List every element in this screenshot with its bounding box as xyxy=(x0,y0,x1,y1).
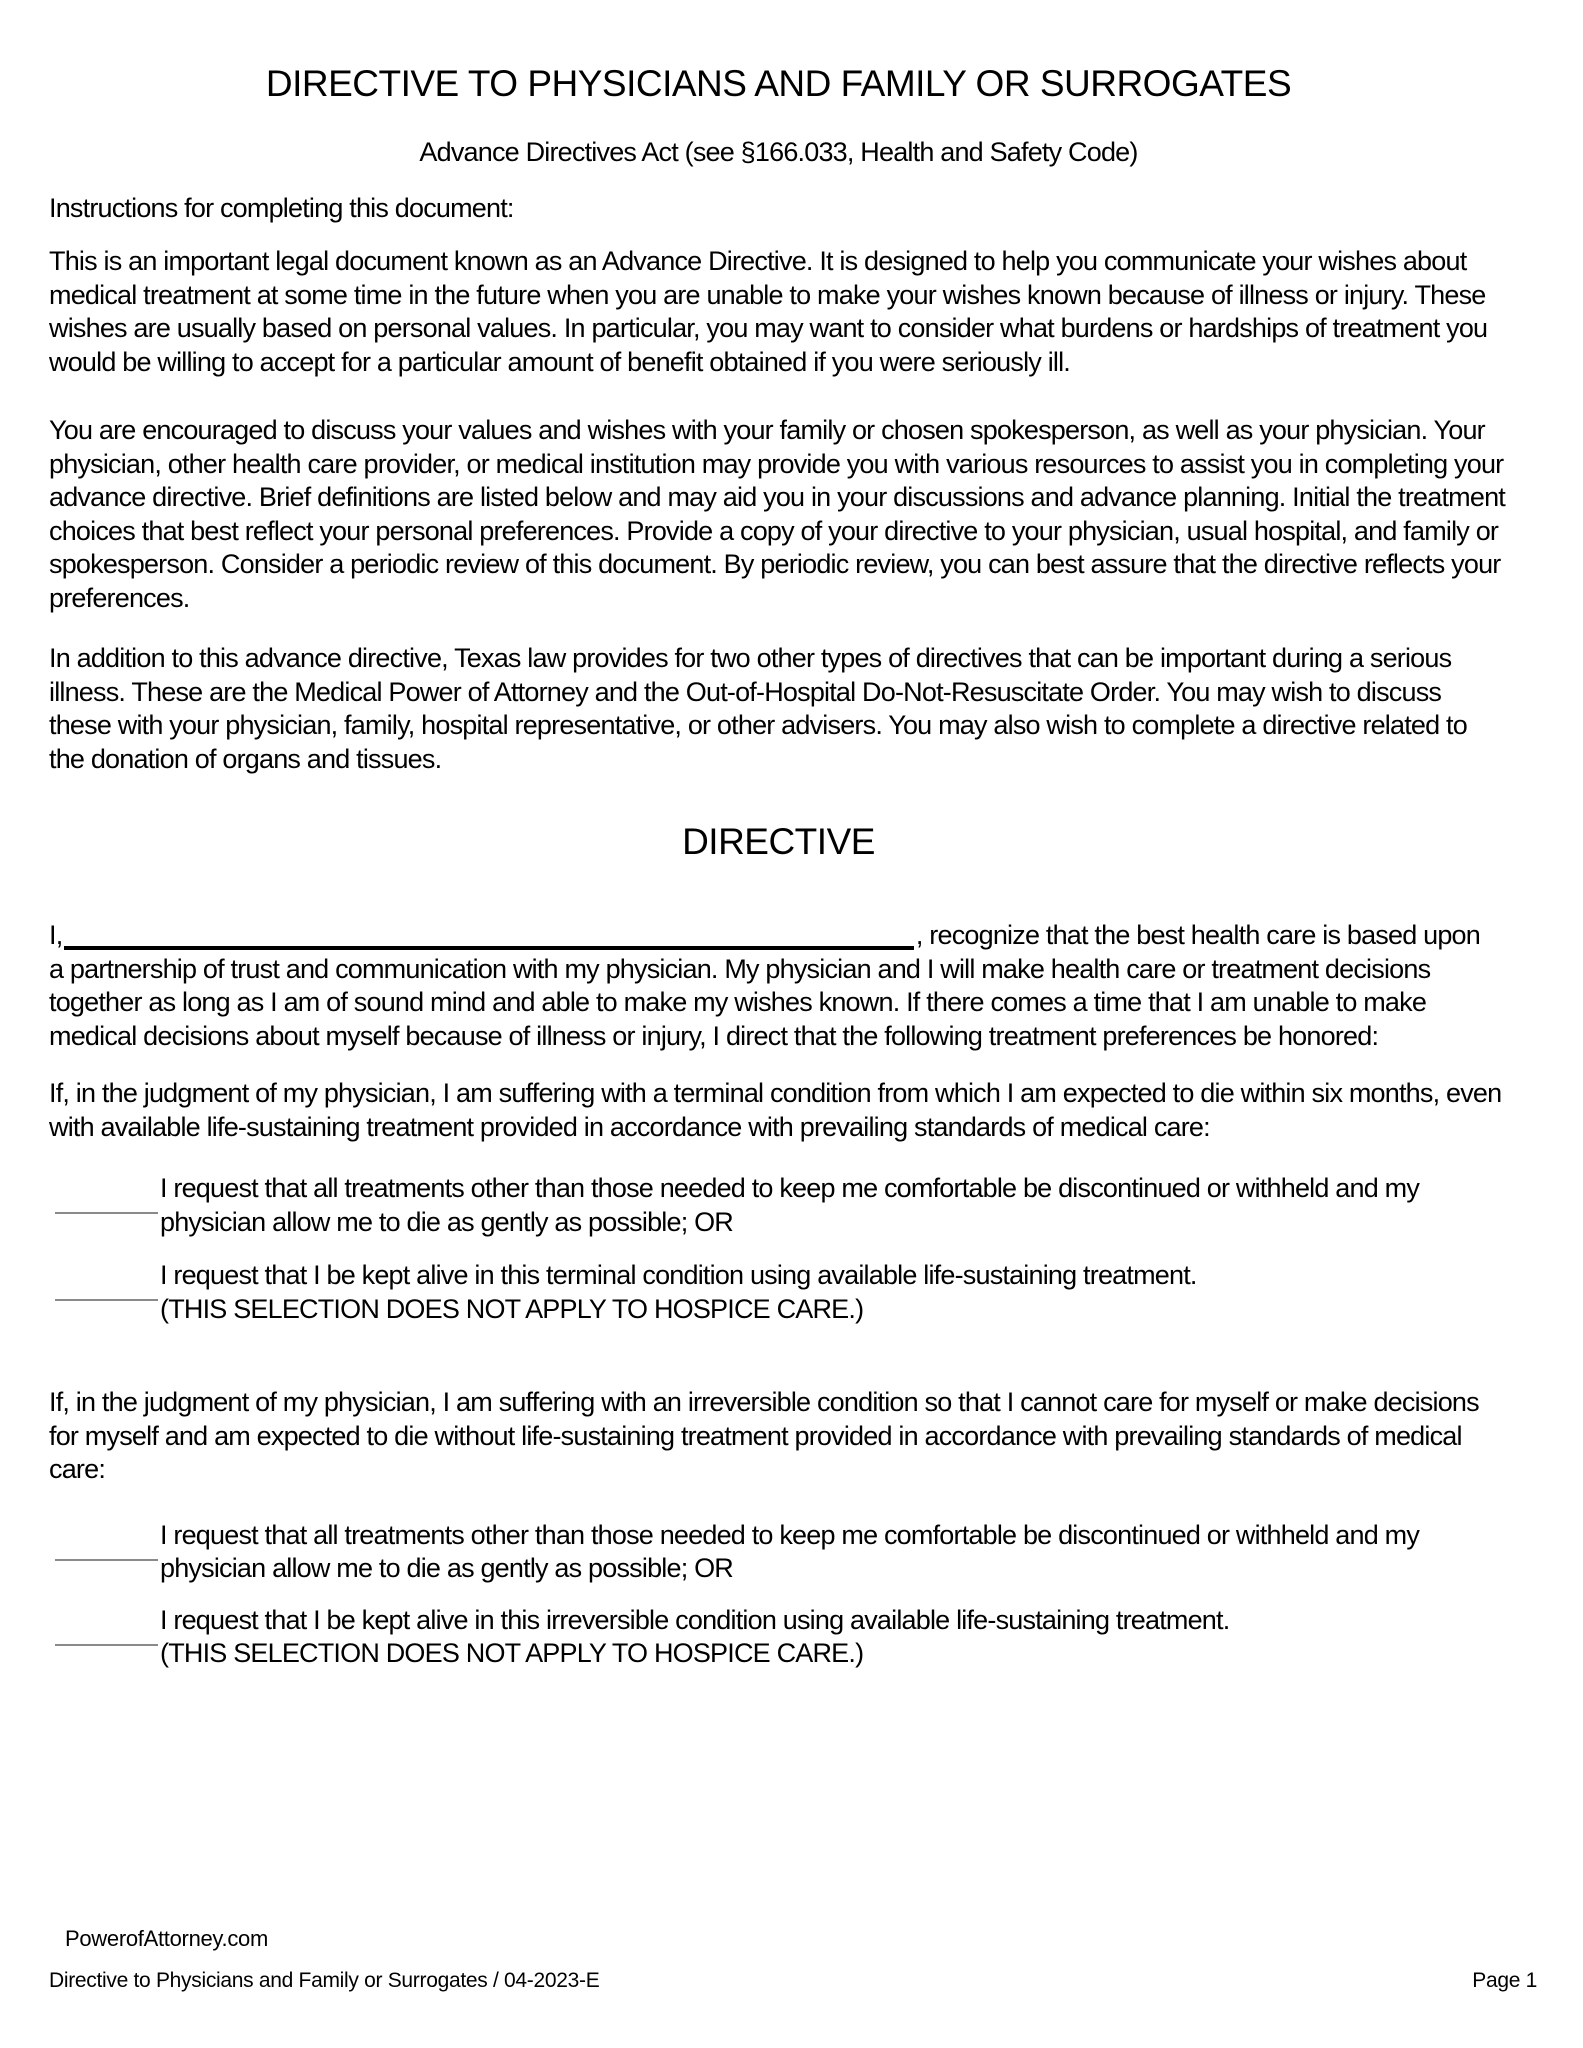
intro-paragraph-3: In addition to this advance directive, Texas law provides for two other types of directives that can be important during a serious illness. These are the Medical Power of Attorney and the Out-of-Hospital Do-Not-Resuscitate Order. You may wish to discuss these with your physician, family, hospital representative, or other advisers. You may also wish to complete a directive related to the donation of organs and tissues. xyxy=(49,643,1467,774)
declaration-paragraph xyxy=(49,919,1508,1053)
option-text: I request that I be kept alive in this irreversible condition using available life-sustaining treatment. xyxy=(160,1604,1230,1635)
option-row xyxy=(49,1604,1508,1671)
initials-field[interactable] xyxy=(55,1299,158,1301)
terminal-condition-intro: If, in the judgment of my physician, I am suffering with a terminal condition from which I am expected to die within six months, even with available life-sustaining treatment provided in accordance with prevailing standards of medical care: xyxy=(49,1078,1502,1142)
intro-paragraph-2: You are encouraged to discuss your values and wishes with your family or chosen spokesperson, as well as your physician. Your physician, other health care provider, or medical institution may provide you with various resources to assist you in completing your advance directive. Brief definitions are listed below and may aid you in your discussions and advance planning. Initial the treatment choices that best reflect your personal preferences. Provide a copy of your directive to your physician, usual hospital, and family or spokesperson. Consider a periodic review of this document. By periodic review, you can best assure that the directive reflects your preferences. xyxy=(49,415,1506,613)
footer-site-name: PowerofAttorney.com xyxy=(65,1926,268,1951)
option-text: I request that all treatments other than those needed to keep me comfortable be discontinued or withheld and my physician allow me to die as gently as possible; OR xyxy=(160,1173,1420,1237)
declaration-continuation: a partnership of trust and communication with my physician. My physician and I will make health care or treatment decisions together as long as I am of sound mind and able to make my wishes known. If there comes a time that I am unable to make medical decisions about myself because of illness or injury, I direct that the following treatment preferences be honored: xyxy=(49,953,1431,1051)
intro-paragraph-1: This is an important legal document known as an Advance Directive. It is designed to help you communicate your wishes about medical treatment at some time in the future when you are unable to make your wishes known because of illness or injury. These wishes are usually based on personal values. In particular, you may want to consider what burdens or hardships of treatment you would be willing to accept for a particular amount of benefit obtained if you were seriously ill. xyxy=(49,246,1488,377)
document-subtitle: Advance Directives Act (see §166.033, Health and Safety Code) xyxy=(419,137,1138,167)
directive-heading: DIRECTIVE xyxy=(682,821,875,862)
option-note: (THIS SELECTION DOES NOT APPLY TO HOSPICE CARE.) xyxy=(160,1638,864,1668)
option-row xyxy=(49,1519,1508,1586)
irreversible-condition-intro: If, in the judgment of my physician, I am suffering with an irreversible condition so that I cannot care for myself or make decisions for myself and am expected to die without life-sustaining treatment provided in accordance with prevailing standards of medical care: xyxy=(49,1387,1479,1484)
initials-field[interactable] xyxy=(55,1212,158,1214)
footer-row xyxy=(49,1968,1537,1994)
option-text: I request that all treatments other than those needed to keep me comfortable be discontinued or withheld and my physician allow me to die as gently as possible; OR xyxy=(160,1519,1420,1583)
option-row xyxy=(49,1259,1508,1326)
document-title: DIRECTIVE TO PHYSICIANS AND FAMILY OR SURROGATES xyxy=(265,63,1292,104)
option-text: I request that I be kept alive in this terminal condition using available life-sustaining treatment. xyxy=(160,1260,1197,1290)
declarant-name-field[interactable] xyxy=(64,919,913,950)
initials-field[interactable] xyxy=(55,1559,158,1561)
declaration-suffix: , recognize that the best health care is based upon xyxy=(915,920,1480,950)
declaration-prefix: I, xyxy=(49,920,63,950)
instructions-heading: Instructions for completing this document: xyxy=(49,192,514,223)
option-note: (THIS SELECTION DOES NOT APPLY TO HOSPICE CARE.) xyxy=(160,1293,864,1324)
footer-page-number: Page 1 xyxy=(1472,1969,1537,1992)
initials-field[interactable] xyxy=(55,1644,158,1646)
declaration-first-line xyxy=(49,919,1480,953)
footer-document-id: Directive to Physicians and Family or Surrogates / 04-2023-E xyxy=(49,1969,600,1992)
option-row xyxy=(49,1172,1508,1239)
